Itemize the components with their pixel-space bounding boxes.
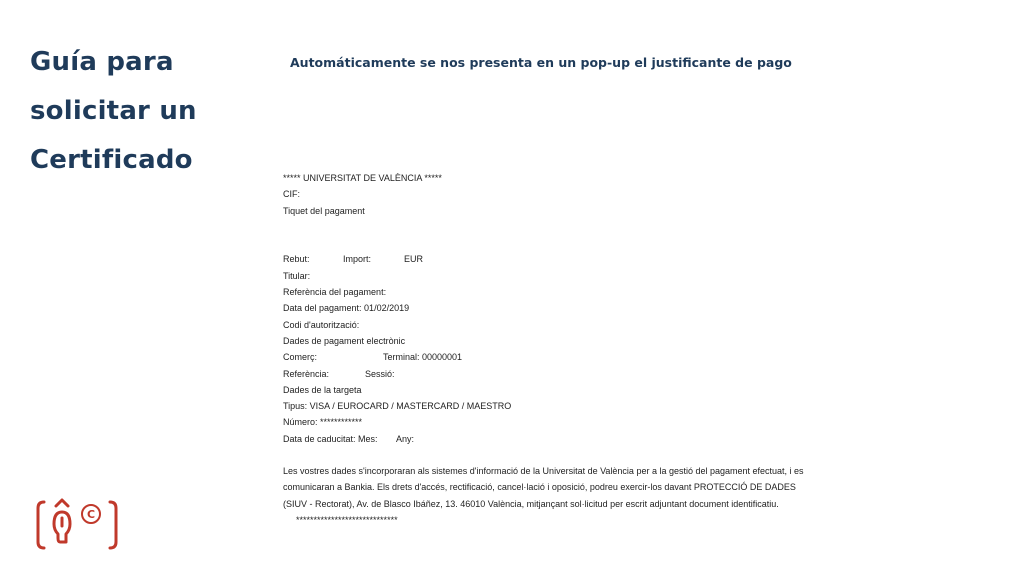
receipt-sessio: Sessió: xyxy=(365,368,395,379)
receipt-numero: Número: ************ xyxy=(283,417,363,428)
receipt-referencia: Referència: xyxy=(283,368,330,379)
logo-icon xyxy=(36,496,120,554)
receipt-referencia-pagament: Referència del pagament: xyxy=(283,287,387,298)
receipt-referencia-row xyxy=(283,366,843,382)
receipt-any: Any: xyxy=(396,433,415,444)
receipt-rebut: Rebut: xyxy=(283,254,310,265)
receipt-dades-targeta: Dades de la targeta xyxy=(283,384,362,395)
receipt-terminal: Terminal: 00000001 xyxy=(383,352,463,363)
receipt-tipus: Tipus: VISA / EUROCARD / MASTERCARD / MAESTRO xyxy=(283,401,512,412)
privacy-line-1: Les vostres dades s'incorporaran als sistemes d'informació de la Universitat de València per a la gestió del pagament efectuat, i es xyxy=(283,466,804,477)
receipt-ticket: Tiquet del pagament xyxy=(283,205,365,216)
svg-text:C: C xyxy=(86,508,96,521)
receipt-rebut-row xyxy=(283,251,843,267)
page-title xyxy=(30,38,250,185)
receipt-cif: CIF: xyxy=(283,189,300,200)
title-line-2: solicitar un xyxy=(30,96,197,126)
title-line-1: Guía para xyxy=(30,47,174,77)
receipt-university: ***** UNIVERSITAT DE VALÈNCIA ***** xyxy=(283,173,442,183)
receipt-currency: EUR xyxy=(404,254,424,265)
receipt-comerc-row xyxy=(283,349,843,365)
receipt-data-pagament: Data del pagament: 01/02/2019 xyxy=(283,303,410,314)
receipt-codi-autoritzacio: Codi d'autorització: xyxy=(283,319,360,330)
payment-receipt xyxy=(283,170,843,528)
receipt-dades-pagament: Dades de pagament electrònic xyxy=(283,335,406,346)
title-line-3: Certificado xyxy=(30,145,193,175)
privacy-line-2: comunicaran a Bankia. Els drets d'accés, rectificació, cancel·lació i oposició, podreu exercir-los davant PROTECCIÓ DE DADES xyxy=(283,482,796,493)
privacy-line-3: (SIUV - Rectorat), Av. de Blasco Ibáñez, 13. 46010 València, mitjançant sol·licitud per escrit adjuntant document identificatiu. xyxy=(283,498,779,509)
receipt-closing-stars: ***************************** xyxy=(296,514,398,525)
privacy-notice xyxy=(283,463,843,512)
receipt-titular: Titular: xyxy=(283,270,311,281)
receipt-comerc: Comerç: xyxy=(283,352,318,363)
receipt-caducitat-row xyxy=(283,431,843,447)
receipt-caducitat: Data de caducitat: Mes: xyxy=(283,433,378,444)
slide-subtitle: Automáticamente se nos presenta en un pop-up el justificante de pago xyxy=(290,55,792,70)
receipt-import: Import: xyxy=(343,254,372,265)
